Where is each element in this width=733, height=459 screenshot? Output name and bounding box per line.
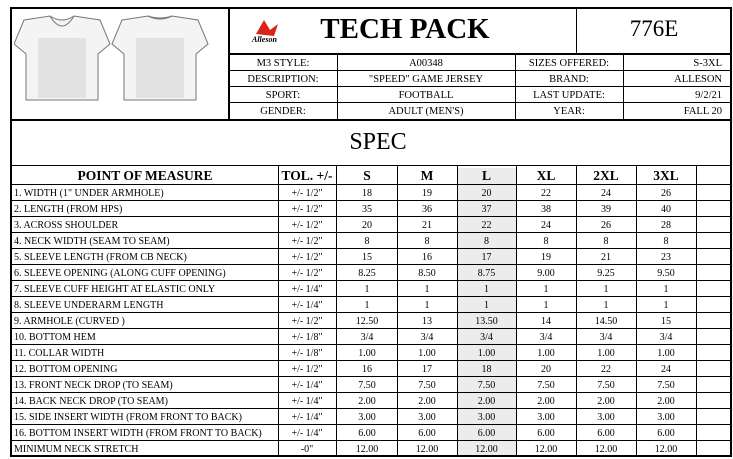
header-tol: TOL. +/- (281, 168, 333, 183)
size-value-cell: 40 (661, 203, 671, 215)
size-value-cell: 12.00 (415, 443, 439, 455)
tol-cell: +/- 1/4" (291, 299, 323, 311)
grid-line (516, 165, 517, 456)
jersey-sketch (14, 14, 222, 106)
size-value-cell: 18 (481, 363, 492, 375)
size-value-cell: 7.50 (358, 379, 376, 391)
grid-line (10, 216, 732, 217)
info-label2-3: YEAR: (553, 105, 585, 117)
size-value-cell: 1.00 (657, 347, 675, 359)
grid-line (336, 165, 337, 456)
size-value-cell: 3/4 (659, 331, 673, 343)
grid-line (10, 392, 732, 393)
grid-line (10, 200, 732, 201)
size-value-cell: 8 (543, 235, 549, 247)
size-value-cell: 8 (663, 235, 669, 247)
size-value-cell: 1.00 (537, 347, 555, 359)
style-code: 776E (629, 16, 679, 41)
size-value-cell: 3/4 (539, 331, 553, 343)
size-value-cell: 22 (541, 187, 551, 199)
size-value-cell: 7.50 (597, 379, 615, 391)
size-value-cell: 1 (543, 283, 549, 295)
size-value-cell: 24 (541, 219, 551, 231)
size-value-cell: 20 (481, 187, 492, 199)
tol-cell: +/- 1/4" (291, 283, 323, 295)
size-value-cell: 15 (362, 251, 372, 263)
grid-line (457, 165, 458, 456)
tol-cell: +/- 1/2" (291, 267, 323, 279)
info-label-2: SPORT: (265, 89, 301, 101)
size-value-cell: 1.00 (597, 347, 615, 359)
size-value-cell: 6.00 (597, 427, 615, 439)
grid-line (10, 376, 732, 377)
info-label-3: GENDER: (260, 105, 306, 117)
size-value-cell: 14.50 (594, 315, 618, 327)
pom-cell: 13. FRONT NECK DROP (TO SEAM) (14, 379, 173, 391)
size-value-cell: 3.00 (477, 411, 496, 423)
grid-line (576, 7, 577, 54)
grid-line (10, 440, 732, 441)
pom-cell: 9. ARMHOLE (CURVED ) (14, 315, 125, 327)
pom-cell: 14. BACK NECK DROP (TO SEAM) (14, 395, 168, 407)
size-value-cell: 21 (601, 251, 611, 263)
size-value-cell: 9.25 (597, 267, 615, 279)
size-value-cell: 20 (541, 363, 551, 375)
size-value-cell: 23 (661, 251, 671, 263)
pom-cell: 2. LENGTH (FROM HPS) (14, 203, 123, 215)
pom-cell: 8. SLEEVE UNDERARM LENGTH (14, 299, 164, 311)
size-value-cell: 3/4 (599, 331, 613, 343)
tol-cell: +/- 1/4" (291, 427, 323, 439)
size-value-cell: 1.00 (418, 347, 436, 359)
grid-line (10, 232, 732, 233)
size-value-cell: 37 (481, 203, 492, 215)
pom-cell: 6. SLEEVE OPENING (ALONG CUFF OPENING) (14, 267, 226, 279)
pom-cell: 15. SIDE INSERT WIDTH (FROM FRONT TO BACK) (14, 411, 242, 423)
grid-line (623, 53, 624, 119)
size-value-cell: 2.00 (597, 395, 615, 407)
size-value-cell: 2.00 (358, 395, 376, 407)
tol-cell: +/- 1/4" (291, 379, 323, 391)
header-size-m: M (420, 168, 434, 183)
grid-line (228, 70, 732, 71)
size-value-cell: 2.00 (537, 395, 555, 407)
tol-cell: +/- 1/2" (291, 235, 323, 247)
info-value-2: FOOTBALL (398, 89, 454, 101)
size-value-cell: 7.50 (537, 379, 555, 391)
size-value-cell: 6.00 (657, 427, 675, 439)
info-label-1: DESCRIPTION: (247, 73, 319, 85)
header-size-s: S (363, 168, 371, 183)
size-value-cell: 1 (663, 283, 669, 295)
size-value-cell: 16 (362, 363, 372, 375)
pom-cell: 7. SLEEVE CUFF HEIGHT AT ELASTIC ONLY (14, 283, 216, 295)
size-value-cell: 2.00 (657, 395, 675, 407)
size-value-cell: 1.00 (477, 347, 496, 359)
alleson-logo-icon (248, 18, 292, 44)
grid-line (10, 7, 732, 9)
header-pom: POINT OF MEASURE (77, 168, 213, 183)
size-value-cell: 2.00 (418, 395, 436, 407)
header-size-l: L (481, 168, 491, 183)
size-value-cell: 15 (661, 315, 671, 327)
size-value-cell: 36 (422, 203, 432, 215)
size-value-cell: 3/4 (420, 331, 434, 343)
size-value-cell: 8 (484, 235, 489, 247)
size-value-cell: 26 (661, 187, 671, 199)
pom-cell: 1. WIDTH (1" UNDER ARMHOLE) (14, 187, 164, 199)
tol-cell: +/- 1/2" (291, 203, 323, 215)
size-value-cell: 1 (603, 283, 609, 295)
size-value-cell: 1 (663, 299, 669, 311)
grid-line (576, 165, 577, 456)
tol-cell: -0" (300, 443, 314, 455)
size-value-cell: 18 (362, 187, 372, 199)
info-value2-0: S-3XL (693, 57, 722, 69)
size-value-cell: 14 (541, 315, 551, 327)
info-label2-1: BRAND: (549, 73, 589, 85)
size-value-cell: 7.50 (418, 379, 436, 391)
grid-line (10, 165, 732, 166)
grid-line (10, 424, 732, 425)
header-size-xl: XL (536, 168, 556, 183)
size-value-cell: 1 (603, 299, 609, 311)
size-value-cell: 19 (541, 251, 551, 263)
spec-title: SPEC (349, 129, 407, 155)
size-value-cell: 1 (364, 299, 370, 311)
size-value-cell: 8 (603, 235, 609, 247)
grid-line (10, 328, 732, 329)
size-value-cell: 35 (362, 203, 372, 215)
size-value-cell: 12.00 (475, 443, 498, 455)
header-size-2xl: 2XL (593, 168, 619, 183)
size-value-cell: 17 (481, 251, 492, 263)
info-label2-0: SIZES OFFERED: (528, 57, 610, 69)
info-label2-2: LAST UPDATE: (533, 89, 605, 101)
size-value-cell: 8 (424, 235, 430, 247)
size-value-cell: 38 (541, 203, 551, 215)
size-value-cell: 20 (362, 219, 372, 231)
size-value-cell: 1.00 (358, 347, 376, 359)
grid-line (228, 86, 732, 87)
size-value-cell: 6.00 (477, 427, 496, 439)
size-value-cell: 24 (661, 363, 671, 375)
pom-cell: 10. BOTTOM HEM (14, 331, 96, 343)
logo-text: Alleson (252, 35, 277, 44)
tol-cell: +/- 1/2" (291, 251, 323, 263)
size-value-cell: 8 (364, 235, 370, 247)
grid-line (696, 165, 697, 456)
info-value-3: ADULT (MEN'S) (388, 105, 464, 117)
size-value-cell: 12.00 (654, 443, 678, 455)
size-value-cell: 13.50 (475, 315, 498, 327)
pom-cell: 3. ACROSS SHOULDER (14, 219, 119, 231)
grid-line (397, 165, 398, 456)
size-value-cell: 3/4 (360, 331, 374, 343)
header-size-3xl: 3XL (653, 168, 679, 183)
size-value-cell: 2.00 (477, 395, 496, 407)
tol-cell: +/- 1/4" (291, 395, 323, 407)
grid-line (10, 184, 732, 185)
size-value-cell: 1 (484, 283, 489, 295)
size-value-cell: 8.50 (418, 267, 436, 279)
size-value-cell: 1 (364, 283, 370, 295)
size-value-cell: 16 (422, 251, 432, 263)
size-value-cell: 17 (422, 363, 432, 375)
size-value-cell: 7.50 (657, 379, 675, 391)
tol-cell: +/- 1/2" (291, 315, 323, 327)
grid-line (228, 53, 732, 55)
grid-line (10, 280, 732, 281)
grid-line (515, 53, 516, 119)
grid-line (10, 296, 732, 297)
page-title: TECH PACK (320, 13, 490, 45)
info-value2-2: 9/2/21 (695, 89, 722, 101)
grid-line (337, 53, 338, 119)
size-value-cell: 6.00 (358, 427, 376, 439)
info-value-0: A00348 (409, 57, 443, 69)
size-value-cell: 26 (601, 219, 611, 231)
grid-line (10, 408, 732, 409)
pom-cell: 5. SLEEVE LENGTH (FROM CB NECK) (14, 251, 187, 263)
tol-cell: +/- 1/2" (291, 363, 323, 375)
size-value-cell: 6.00 (537, 427, 555, 439)
size-value-cell: 3.00 (418, 411, 436, 423)
size-value-cell: 3.00 (358, 411, 376, 423)
size-value-cell: 8.25 (358, 267, 376, 279)
size-value-cell: 19 (422, 187, 432, 199)
size-value-cell: 1 (424, 283, 430, 295)
size-value-cell: 3.00 (597, 411, 615, 423)
info-value-1: "SPEED" GAME JERSEY (368, 73, 484, 85)
info-label-0: M3 STYLE: (256, 57, 310, 69)
size-value-cell: 6.00 (418, 427, 436, 439)
tol-cell: +/- 1/2" (291, 187, 323, 199)
size-value-cell: 9.50 (657, 267, 675, 279)
size-value-cell: 28 (661, 219, 671, 231)
tol-cell: +/- 1/4" (291, 411, 323, 423)
grid-line (636, 165, 637, 456)
grid-line (10, 360, 732, 361)
grid-line (278, 165, 279, 456)
grid-line (10, 456, 732, 457)
grid-line (10, 344, 732, 345)
grid-line (10, 264, 732, 265)
size-value-cell: 7.50 (477, 379, 496, 391)
grid-line (10, 248, 732, 249)
size-value-cell: 39 (601, 203, 611, 215)
tol-cell: +/- 1/8" (291, 347, 323, 359)
size-value-cell: 3.00 (657, 411, 675, 423)
size-value-cell: 8.75 (477, 267, 496, 279)
size-value-cell: 3/4 (480, 331, 493, 343)
tol-cell: +/- 1/2" (291, 219, 323, 231)
size-value-cell: 22 (481, 219, 492, 231)
alleson-logo (248, 18, 292, 44)
size-value-cell: 13 (422, 315, 432, 327)
size-value-cell: 3.00 (537, 411, 555, 423)
pom-cell: MINIMUM NECK STRETCH (14, 443, 139, 455)
pom-cell: 4. NECK WIDTH (SEAM TO SEAM) (14, 235, 170, 247)
grid-line (10, 312, 732, 313)
size-value-cell: 12.00 (534, 443, 558, 455)
info-value2-1: ALLESON (674, 73, 722, 85)
size-value-cell: 1 (484, 299, 489, 311)
pom-cell: 12. BOTTOM OPENING (14, 363, 118, 375)
size-value-cell: 1 (543, 299, 549, 311)
size-value-cell: 24 (601, 187, 611, 199)
size-value-cell: 12.00 (594, 443, 618, 455)
grid-line (228, 102, 732, 103)
size-value-cell: 1 (424, 299, 430, 311)
grid-line (10, 119, 732, 121)
info-value2-3: FALL 20 (683, 105, 722, 117)
size-value-cell: 21 (422, 219, 432, 231)
size-value-cell: 12.00 (355, 443, 379, 455)
pom-cell: 11. COLLAR WIDTH (14, 347, 105, 359)
size-value-cell: 22 (601, 363, 611, 375)
size-value-cell: 9.00 (537, 267, 555, 279)
pom-cell: 16. BOTTOM INSERT WIDTH (FROM FRONT TO BACK) (14, 427, 262, 439)
jersey-front-back-icon (14, 14, 222, 106)
size-value-cell: 12.50 (355, 315, 379, 327)
tol-cell: +/- 1/8" (291, 331, 323, 343)
